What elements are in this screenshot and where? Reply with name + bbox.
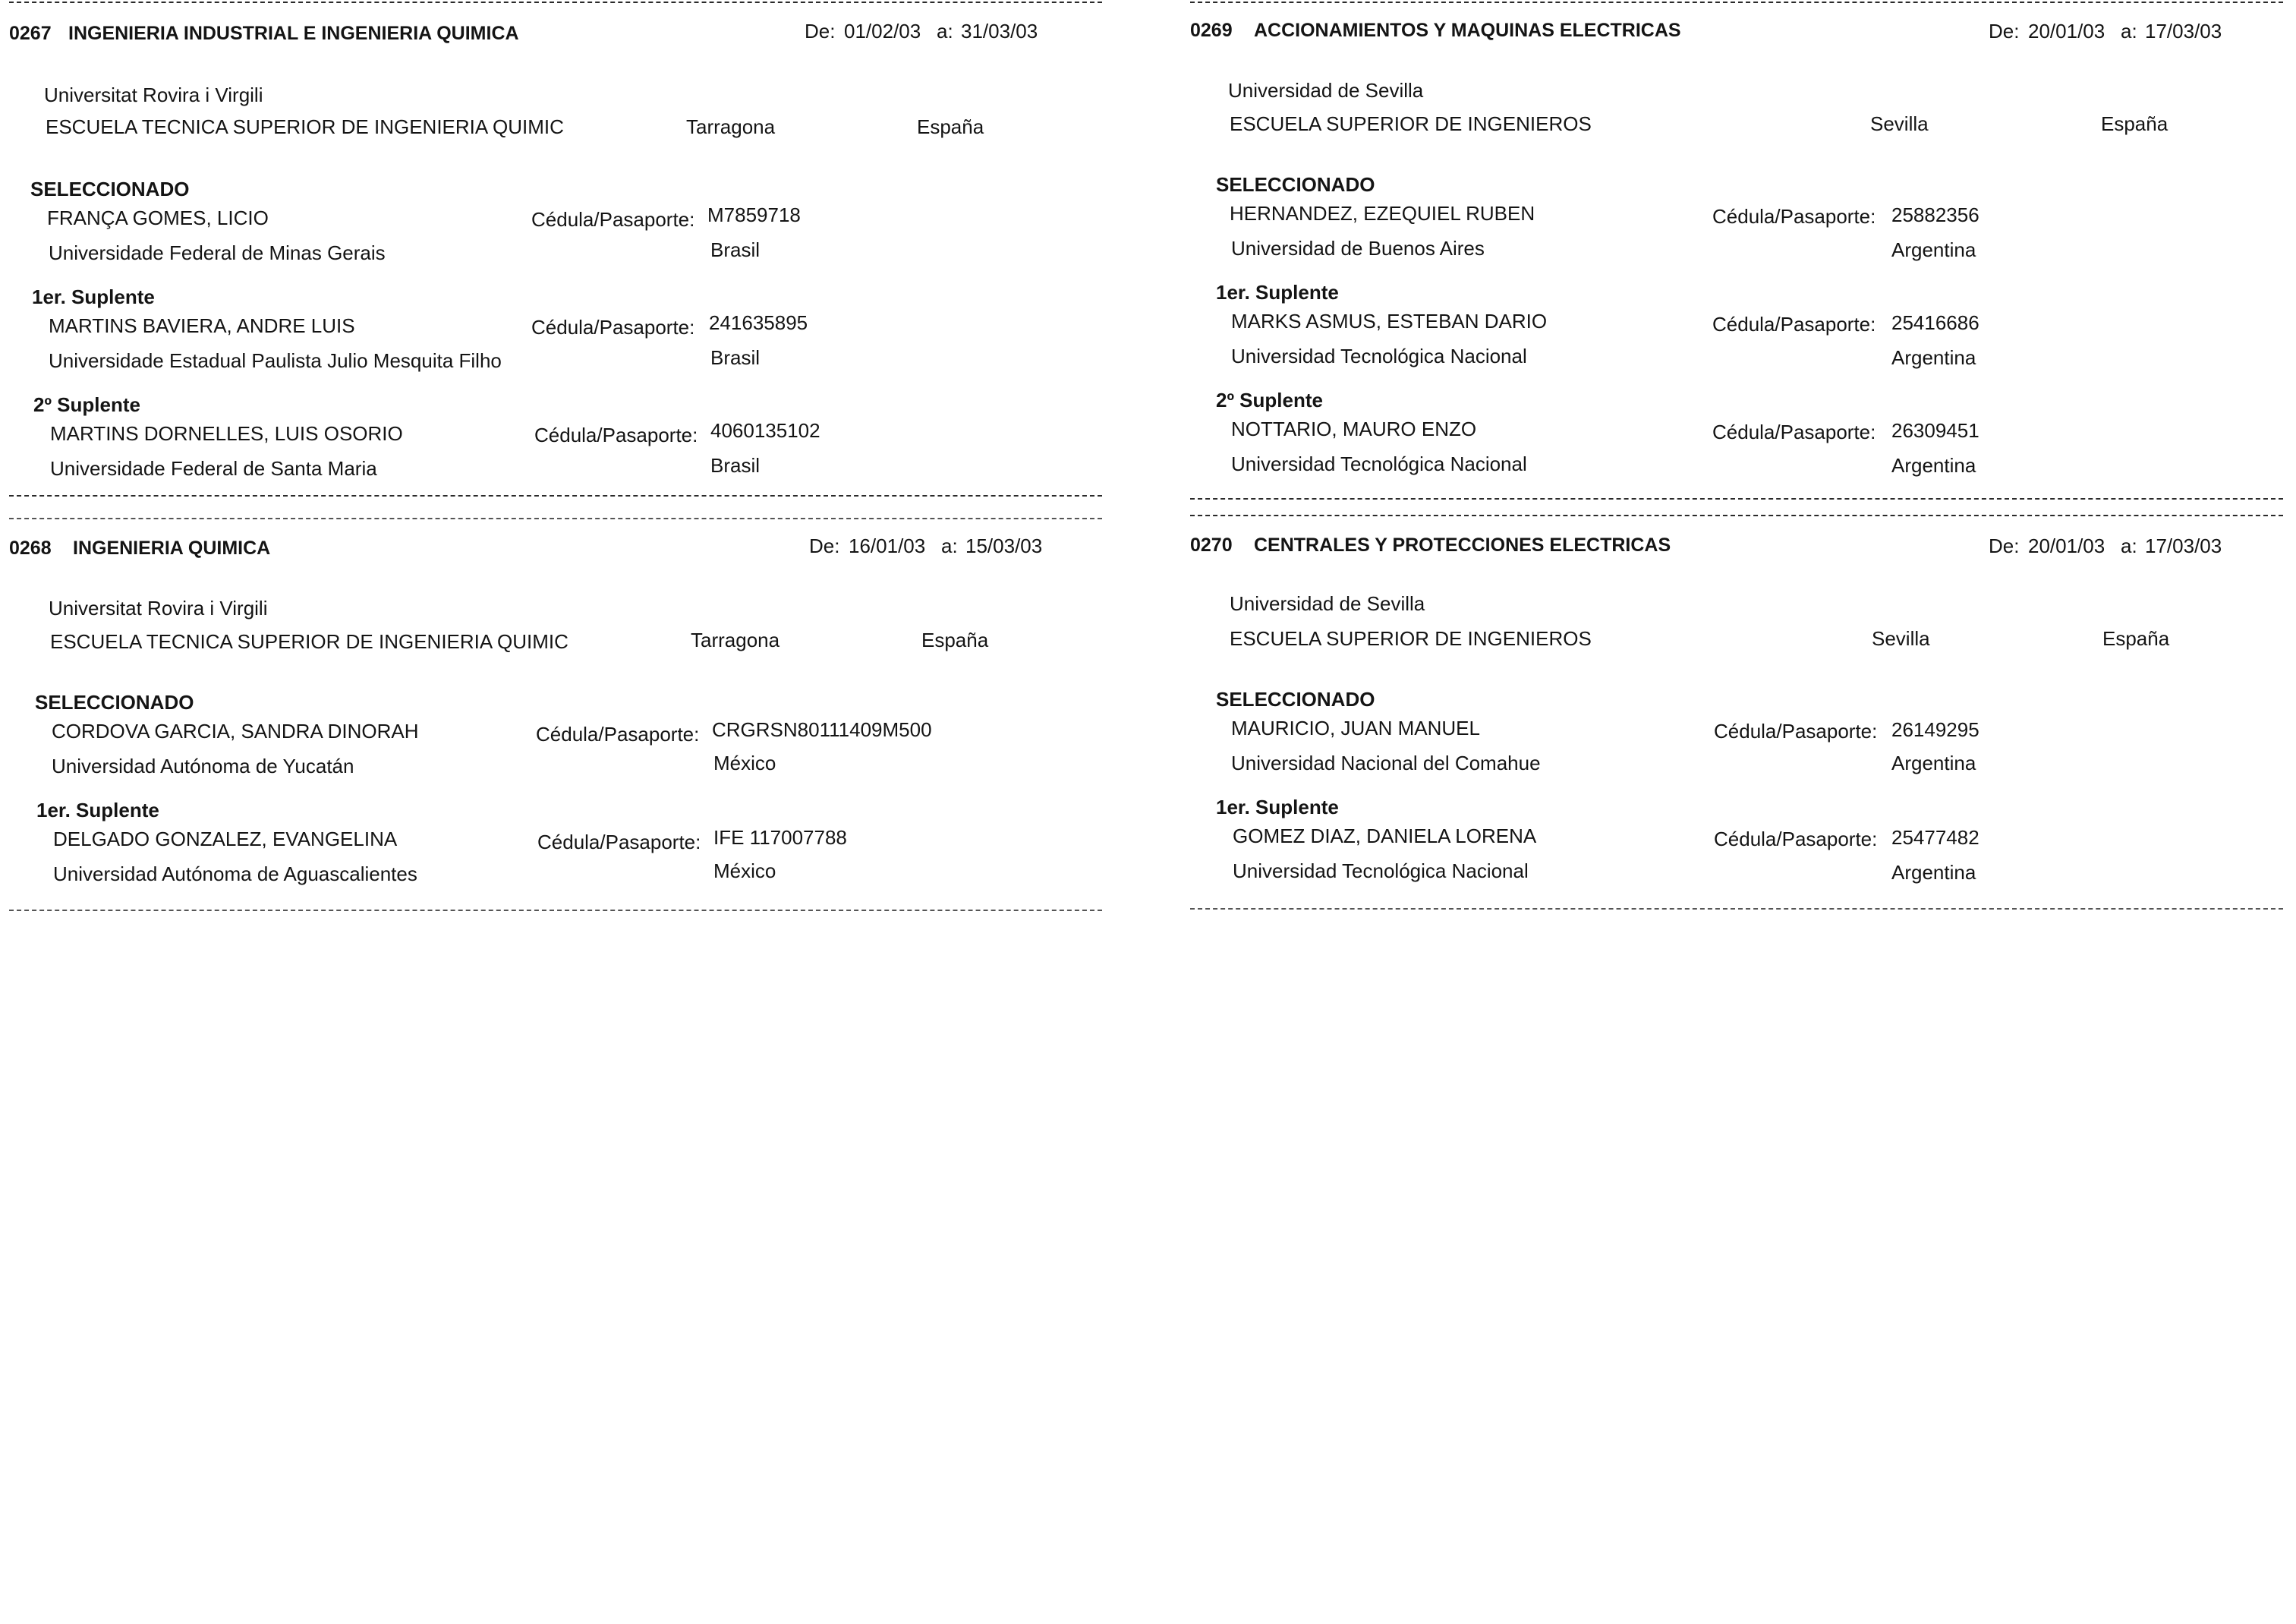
from-date: 20/01/03	[2028, 535, 2105, 557]
to-date: 31/03/03	[961, 20, 1038, 43]
bottom-rule	[1190, 908, 2283, 910]
host-school: ESCUELA TECNICA SUPERIOR DE INGENIERIA QUIMIC	[50, 630, 568, 653]
candidate-institution: Universidad Autónoma de Yucatán	[52, 755, 354, 777]
listing-0269	[1190, 0, 2283, 501]
to-label: a:	[2121, 535, 2137, 557]
to-label: a:	[941, 535, 958, 557]
id-label: Cédula/Pasaporte:	[1712, 205, 1876, 228]
id-label: Cédula/Pasaporte:	[537, 831, 701, 853]
listing-title: INGENIERIA INDUSTRIAL E INGENIERIA QUIMICA	[68, 23, 519, 44]
candidate-role: SELECCIONADO	[30, 178, 190, 200]
id-label: Cédula/Pasaporte:	[534, 424, 698, 446]
host-university: Universidad de Sevilla	[1230, 592, 1425, 615]
candidate-name: HERNANDEZ, EZEQUIEL RUBEN	[1230, 202, 1535, 225]
candidate-name: GOMEZ DIAZ, DANIELA LORENA	[1233, 825, 1537, 847]
host-university: Universidad de Sevilla	[1228, 79, 1424, 102]
candidate-institution: Universidade Estadual Paulista Julio Mesquita Filho	[49, 349, 502, 372]
candidate-role: 2º Suplente	[33, 393, 140, 416]
from-label: De:	[809, 535, 840, 557]
id-label: Cédula/Pasaporte:	[1712, 313, 1876, 336]
candidate-institution: Universidade Federal de Santa Maria	[50, 457, 377, 480]
host-city: Tarragona	[686, 115, 776, 138]
candidate-country: México	[713, 752, 776, 774]
host-school: ESCUELA SUPERIOR DE INGENIEROS	[1230, 627, 1592, 650]
candidate-country: Brasil	[710, 346, 761, 369]
id-value: CRGRSN80111409M500	[712, 718, 932, 741]
candidate-institution: Universidad Tecnológica Nacional	[1231, 453, 1527, 475]
id-value: 26309451	[1891, 419, 1979, 442]
listing-title: ACCIONAMIENTOS Y MAQUINAS ELECTRICAS	[1254, 20, 1681, 41]
id-label: Cédula/Pasaporte:	[531, 208, 695, 231]
candidate-institution: Universidad Autónoma de Aguascalientes	[53, 862, 417, 885]
candidate-name: MAURICIO, JUAN MANUEL	[1231, 717, 1480, 739]
host-country: España	[2101, 112, 2168, 135]
candidate-institution: Universidad Tecnológica Nacional	[1233, 859, 1529, 882]
listing-code: 0267	[9, 23, 52, 44]
bottom-rule	[9, 495, 1102, 497]
id-value: 25477482	[1891, 826, 1979, 849]
to-date: 15/03/03	[965, 535, 1043, 557]
candidate-name: FRANÇA GOMES, LICIO	[47, 207, 269, 229]
id-label: Cédula/Pasaporte:	[536, 723, 700, 746]
candidate-country: Argentina	[1891, 454, 1976, 477]
host-school: ESCUELA TECNICA SUPERIOR DE INGENIERIA QUIMIC	[46, 115, 564, 138]
listing-code: 0268	[9, 538, 52, 559]
top-rule	[9, 2, 1102, 3]
candidate-role: SELECCIONADO	[1216, 688, 1375, 711]
to-date: 17/03/03	[2145, 20, 2222, 43]
listing-0270	[1190, 510, 2283, 920]
host-country: España	[2102, 627, 2170, 650]
from-date: 16/01/03	[849, 535, 926, 557]
id-label: Cédula/Pasaporte:	[1714, 720, 1878, 743]
from-date: 01/02/03	[844, 20, 921, 43]
candidate-role: SELECCIONADO	[1216, 173, 1375, 196]
candidate-institution: Universidade Federal de Minas Gerais	[49, 241, 386, 264]
candidate-name: DELGADO GONZALEZ, EVANGELINA	[53, 828, 398, 850]
candidate-name: CORDOVA GARCIA, SANDRA DINORAH	[52, 720, 419, 743]
bottom-rule	[9, 910, 1102, 911]
from-label: De:	[1989, 20, 2020, 43]
id-value: IFE 117007788	[713, 826, 847, 849]
candidate-name: MARKS ASMUS, ESTEBAN DARIO	[1231, 310, 1548, 333]
to-label: a:	[2121, 20, 2137, 43]
listing-code: 0270	[1190, 535, 1233, 556]
to-label: a:	[937, 20, 953, 43]
listing-title: INGENIERIA QUIMICA	[73, 538, 271, 559]
candidate-role: SELECCIONADO	[35, 691, 194, 714]
to-date: 17/03/03	[2145, 535, 2222, 557]
id-label: Cédula/Pasaporte:	[531, 316, 695, 339]
listing-code: 0269	[1190, 20, 1233, 41]
host-university: Universitat Rovira i Virgili	[49, 597, 268, 620]
candidate-country: México	[713, 859, 776, 882]
id-value: M7859718	[707, 203, 801, 226]
candidate-name: NOTTARIO, MAURO ENZO	[1231, 418, 1477, 440]
candidate-role: 1er. Suplente	[1216, 796, 1339, 818]
from-date: 20/01/03	[2028, 20, 2105, 43]
candidate-name: MARTINS BAVIERA, ANDRE LUIS	[49, 314, 355, 337]
id-value: 241635895	[709, 311, 808, 334]
candidate-institution: Universidad de Buenos Aires	[1231, 237, 1485, 260]
id-label: Cédula/Pasaporte:	[1712, 421, 1876, 443]
listing-0268	[9, 510, 1102, 920]
candidate-country: Brasil	[710, 454, 761, 477]
host-university: Universitat Rovira i Virgili	[44, 84, 263, 106]
host-country: España	[917, 115, 984, 138]
id-value: 26149295	[1891, 718, 1979, 741]
id-value: 25882356	[1891, 203, 1979, 226]
top-rule	[1190, 2, 2283, 3]
host-city: Sevilla	[1870, 112, 1929, 135]
id-value: 25416686	[1891, 311, 1979, 334]
candidate-institution: Universidad Nacional del Comahue	[1231, 752, 1541, 774]
candidate-role: 1er. Suplente	[32, 285, 155, 308]
candidate-country: Argentina	[1891, 861, 1976, 884]
host-school: ESCUELA SUPERIOR DE INGENIEROS	[1230, 112, 1592, 135]
top-rule	[1190, 515, 2283, 516]
host-country: España	[921, 629, 989, 651]
id-value: 4060135102	[710, 419, 820, 442]
candidate-country: Brasil	[710, 238, 761, 261]
candidate-role: 2º Suplente	[1216, 389, 1323, 412]
listing-title: CENTRALES Y PROTECCIONES ELECTRICAS	[1254, 535, 1671, 556]
bottom-rule	[1190, 498, 2283, 500]
candidate-role: 1er. Suplente	[36, 799, 159, 821]
candidate-country: Argentina	[1891, 238, 1976, 261]
host-city: Tarragona	[691, 629, 780, 651]
candidate-role: 1er. Suplente	[1216, 281, 1339, 304]
candidate-institution: Universidad Tecnológica Nacional	[1231, 345, 1527, 367]
top-rule	[9, 518, 1102, 519]
listing-0267	[9, 0, 1102, 501]
from-label: De:	[1989, 535, 2020, 557]
candidate-country: Argentina	[1891, 346, 1976, 369]
candidate-name: MARTINS DORNELLES, LUIS OSORIO	[50, 422, 403, 445]
id-label: Cédula/Pasaporte:	[1714, 828, 1878, 850]
from-label: De:	[805, 20, 836, 43]
host-city: Sevilla	[1872, 627, 1930, 650]
candidate-country: Argentina	[1891, 752, 1976, 774]
